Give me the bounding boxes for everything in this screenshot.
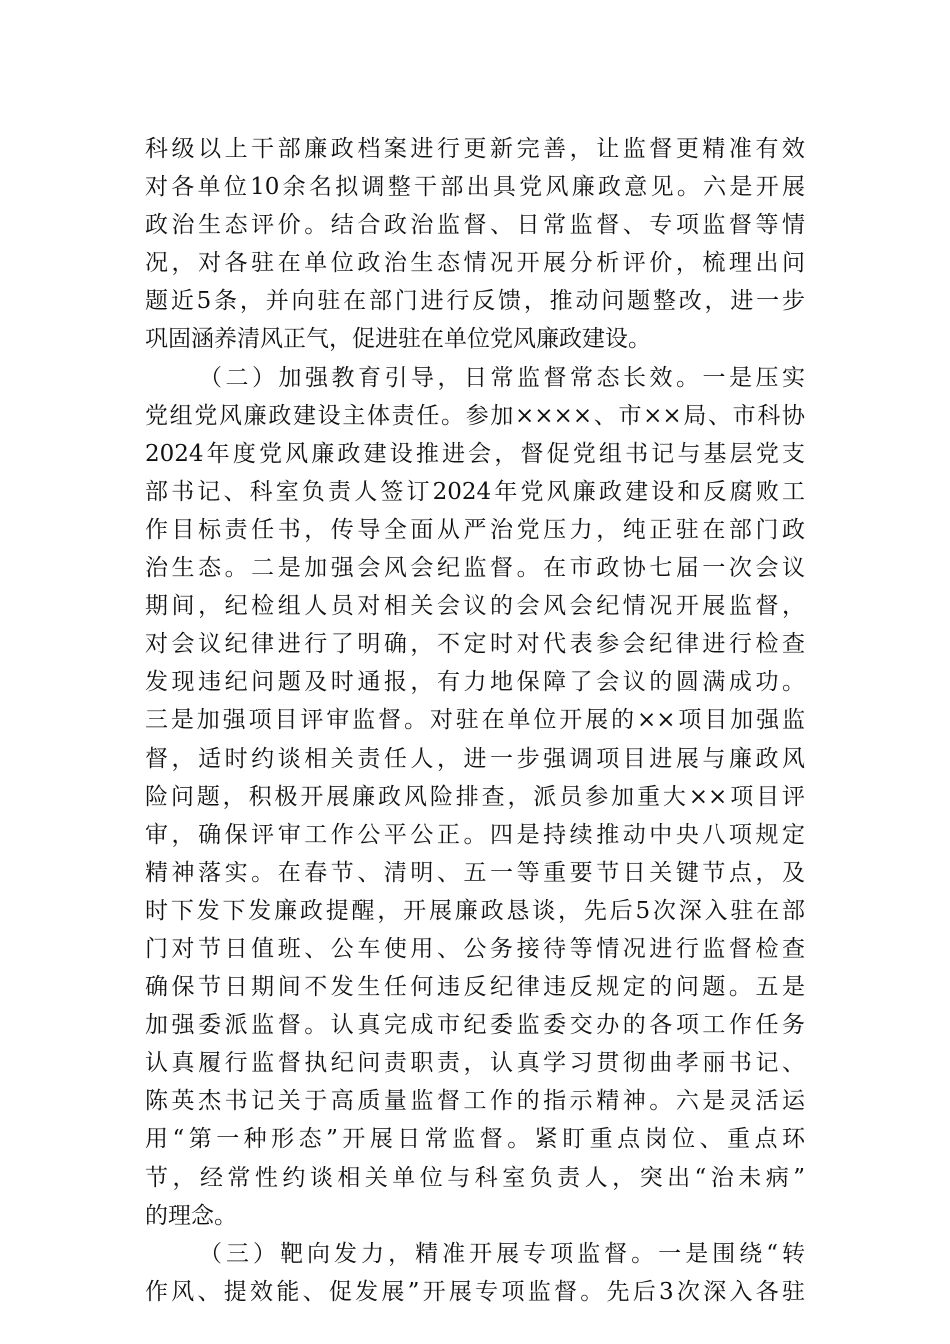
text-line: 陈英杰书记关于高质量监督工作的指示精神。六是灵活运: [145, 1088, 805, 1115]
text-line: 2024年度党风廉政建设推进会，督促党组书记与基层党支: [145, 440, 805, 467]
text-line: 督，适时约谈相关责任人，进一步强调项目进展与廉政风: [145, 745, 805, 772]
text-line: 题近5条，并向驻在部门进行反馈，推动问题整改，进一步: [145, 288, 805, 315]
text-line: 的理念。: [145, 1202, 237, 1229]
text-line: 科级以上干部廉政档案进行更新完善，让监督更精准有效: [145, 136, 805, 162]
text-line: 政治生态评价。结合政治监督、日常监督、专项监督等情: [145, 212, 805, 239]
text-line: 精神落实。在春节、清明、五一等重要节日关键节点，及: [145, 859, 805, 886]
text-line: 作风、提效能、促发展”开展专项监督。先后3次深入各驻: [145, 1278, 805, 1305]
text-line: 治生态。二是加强会风会纪监督。在市政协七届一次会议: [145, 555, 805, 582]
body-text: [145, 130, 805, 1311]
text-line: 门对节日值班、公车使用、公务接待等情况进行监督检查: [145, 935, 805, 962]
text-line: 况，对各驻在单位政治生态情况开展分析评价，梳理出问: [145, 250, 805, 277]
text-line: 部书记、科室负责人签订2024年党风廉政建设和反腐败工: [145, 478, 805, 505]
text-line: 期间，纪检组人员对相关会议的会风会纪情况开展监督，: [145, 593, 805, 620]
text-line: 对会议纪律进行了明确，不定时对代表参会纪律进行检查: [145, 631, 805, 658]
text-line: 三是加强项目评审监督。对驻在单位开展的××项目加强监: [145, 707, 805, 734]
text-line: 党组党风廉政建设主体责任。参加××××、市××局、市科协: [145, 402, 805, 429]
text-line: 发现违纪问题及时通报，有力地保障了会议的圆满成功。: [145, 669, 805, 696]
text-line: （三）靶向发力，精准开展专项监督。一是围绕“转: [199, 1240, 805, 1267]
text-line: 加强委派监督。认真完成市纪委监委交办的各项工作任务: [145, 1012, 805, 1039]
text-line: 巩固涵养清风正气，促进驻在单位党风廉政建设。: [145, 326, 651, 353]
text-line: 认真履行监督执纪问责职责，认真学习贯彻曲孝丽书记、: [145, 1050, 805, 1077]
text-line: 用“第一种形态”开展日常监督。紧盯重点岗位、重点环: [145, 1126, 805, 1153]
text-line: 作目标责任书，传导全面从严治党压力，纯正驻在部门政: [145, 516, 805, 543]
text-line: 确保节日期间不发生任何违反纪律违反规定的问题。五是: [145, 974, 805, 1001]
text-line: 对各单位10余名拟调整干部出具党风廉政意见。六是开展: [145, 174, 805, 201]
text-line: 险问题，积极开展廉政风险排查，派员参加重大××项目评: [145, 783, 805, 810]
text-line: （二）加强教育引导，日常监督常态长效。一是压实: [199, 364, 805, 391]
text-line: 审，确保评审工作公平公正。四是持续推动中央八项规定: [145, 821, 805, 848]
text-line: 时下发下发廉政提醒，开展廉政恳谈，先后5次深入驻在部: [145, 897, 805, 924]
text-line: 节，经常性约谈相关单位与科室负责人，突出“治未病”: [145, 1164, 805, 1191]
